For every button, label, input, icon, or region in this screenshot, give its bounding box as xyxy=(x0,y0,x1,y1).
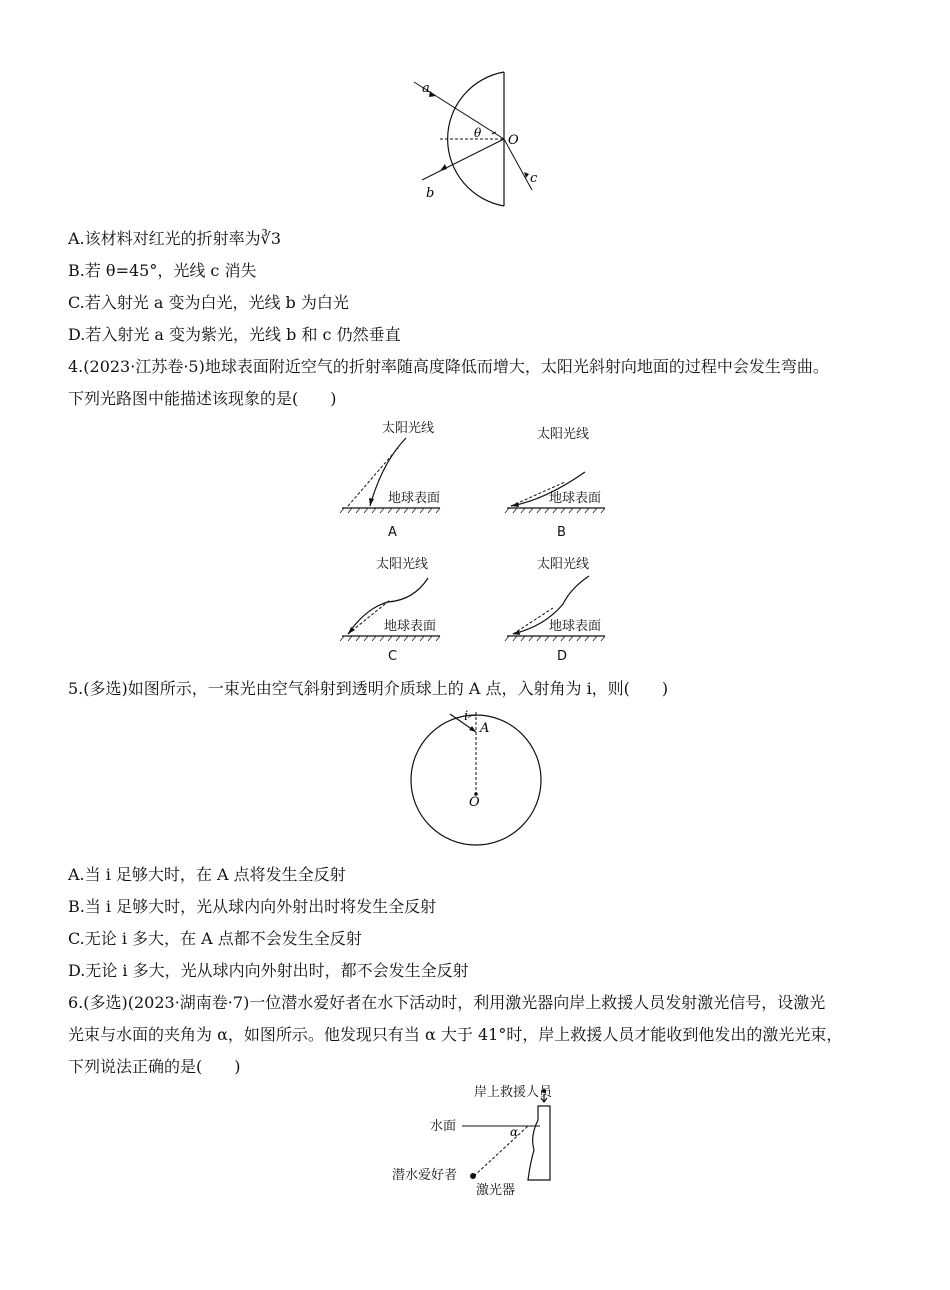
q4-stem-line2: 下列光路图中能描述该现象的是( ) xyxy=(68,389,337,408)
q4-stem-line1: 4.(2023·江苏卷·5)地球表面附近空气的折射率随高度降低而增大，太阳光斜射向地面的过程中会发生弯曲。 xyxy=(68,357,829,376)
figure-q4-option-b xyxy=(505,420,620,544)
q5-fig-label-i: i xyxy=(464,709,469,724)
q6-fig-water: 水面 xyxy=(430,1119,457,1134)
q6-stem-line2: 光束与水面的夹角为 α，如图所示。他发现只有当 α 大于 41°时，岸上救援人员才能收到他发出的激光光束， xyxy=(68,1025,843,1044)
q4d-sun-label: 太阳光线 xyxy=(537,557,590,572)
figure-semicircle-prism xyxy=(400,68,560,213)
q4c-sun-label: 太阳光线 xyxy=(376,557,429,572)
q6-stem-line3: 下列说法正确的是( ) xyxy=(68,1057,241,1076)
q3-option-d: D.若入射光 a 变为紫光，光线 b 和 c 仍然垂直 xyxy=(68,325,401,344)
q3-option-b: B.若 θ=45°，光线 c 消失 xyxy=(68,261,257,280)
fig1-label-a: a xyxy=(422,81,430,96)
q6-fig-diver: 潜水爱好者 xyxy=(392,1168,458,1183)
q5-option-b: B.当 i 足够大时，光从球内向外射出时将发生全反射 xyxy=(68,897,437,916)
q4a-option-label: A xyxy=(388,525,397,540)
q5-fig-label-a: A xyxy=(480,721,490,736)
figure-q4-option-a xyxy=(340,418,455,544)
q4b-option-label: B xyxy=(557,525,566,540)
fig1-label-c: c xyxy=(530,171,538,186)
q6-stem-line1: 6.(多选)(2023·湖南卷·7)一位潜水爱好者在水下活动时，利用激光器向岸上救援人员发射激光信号，设激光 xyxy=(68,993,826,1012)
q4c-option-label: C xyxy=(388,649,398,664)
q6-fig-laser: 激光器 xyxy=(476,1183,516,1198)
figure-q6-laser xyxy=(392,1080,592,1200)
q4a-sun-label: 太阳光线 xyxy=(382,421,435,436)
q3-option-c: C.若入射光 a 变为白光，光线 b 为白光 xyxy=(68,293,349,312)
fig1-label-b: b xyxy=(426,186,435,201)
q5-option-c: C.无论 i 多大，在 A 点都不会发生全反射 xyxy=(68,929,362,948)
q4d-ground-label: 地球表面 xyxy=(549,619,602,634)
q6-fig-rescuer: 岸上救援人员 xyxy=(474,1085,553,1100)
figure-q4-option-c xyxy=(340,552,455,668)
q3-option-a: A.该材料对红光的折射率为∛3 xyxy=(68,229,282,248)
q5-option-a: A.当 i 足够大时，在 A 点将发生全反射 xyxy=(68,865,346,884)
q5-option-d: D.无论 i 多大，光从球内向外射出时，都不会发生全反射 xyxy=(68,961,469,980)
q4c-ground-label: 地球表面 xyxy=(384,619,437,634)
figure-q4-option-d xyxy=(505,552,620,668)
q6-fig-alpha: α xyxy=(510,1125,519,1139)
q4a-ground-label: 地球表面 xyxy=(388,491,441,506)
q5-fig-label-o: O xyxy=(469,795,480,810)
q4b-ground-label: 地球表面 xyxy=(549,491,602,506)
q4d-option-label: D xyxy=(557,649,568,664)
q4b-sun-label: 太阳光线 xyxy=(537,427,590,442)
q5-stem: 5.(多选)如图所示，一束光由空气斜射到透明介质球上的 A 点，入射角为 i，则( ) xyxy=(68,679,669,698)
fig1-label-theta: θ xyxy=(474,126,482,140)
figure-q5-sphere xyxy=(414,708,544,848)
fig1-label-o: O xyxy=(508,133,519,148)
